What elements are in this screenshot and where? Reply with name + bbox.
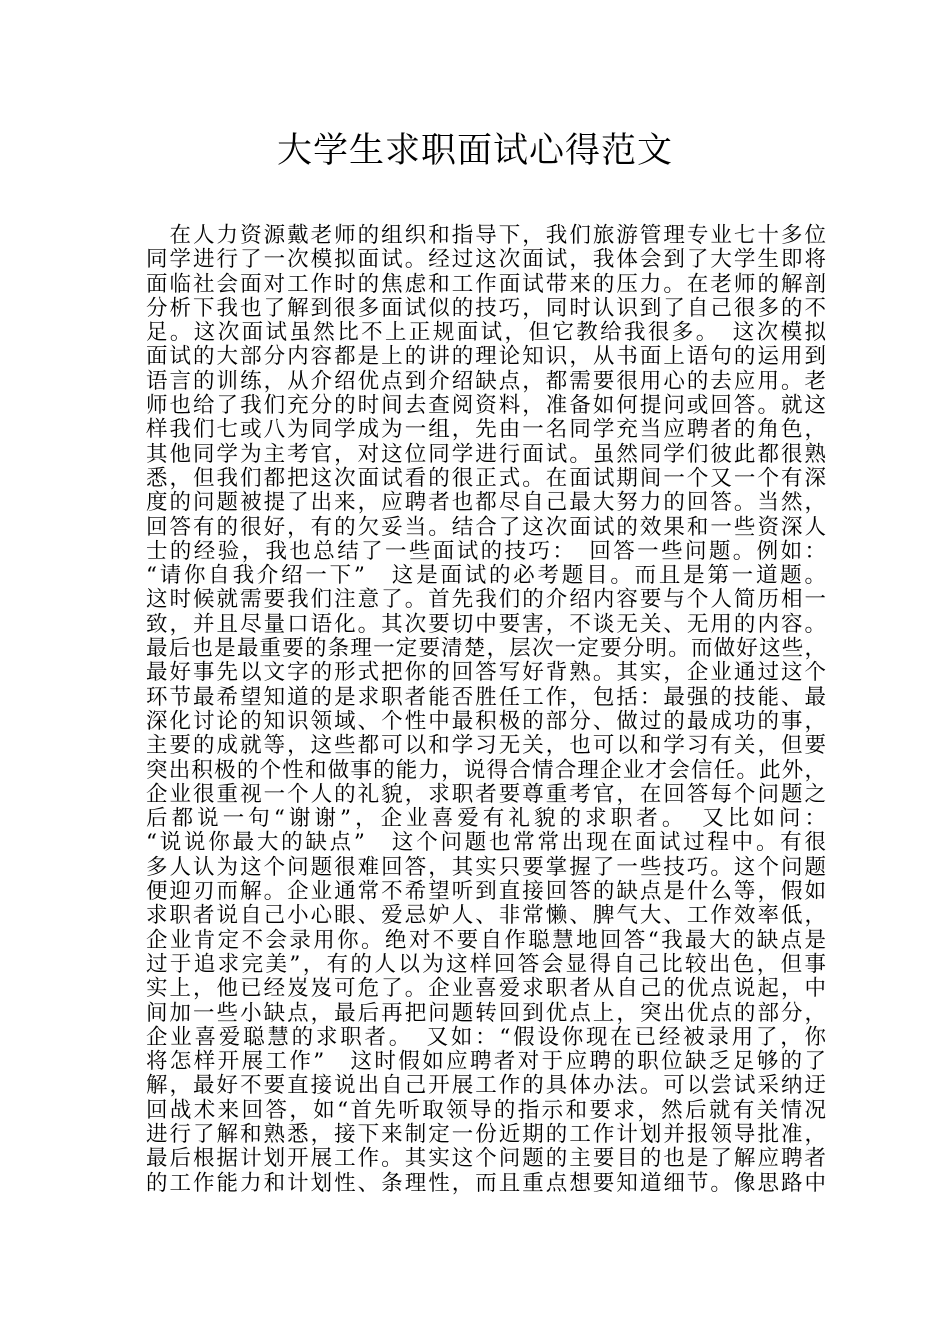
body-line: 其他同学为主考官，对这位同学进行面试。虽然同学们彼此都很熟 (146, 441, 826, 467)
body-line: 同学进行了一次模拟面试。经过这次面试，我体会到了大学生即将 (146, 247, 826, 273)
body-line: 突出积极的个性和做事的能力，说得合情合理企业才会信任。此外， (146, 757, 826, 783)
body-line: 进行了解和熟悉，接下来制定一份近期的工作计划并报领导批准， (146, 1121, 826, 1147)
body-line: 间加一些小缺点，最后再把问题转回到优点上，突出优点的部分， (146, 1000, 826, 1026)
body-line: 样我们七或八为同学成为一组，先由一名同学充当应聘者的角色， (146, 417, 826, 443)
body-line: 企业很重视一个人的礼貌，求职者要尊重考官，在回答每个问题之 (146, 781, 826, 807)
body-line: 企业喜爱聪慧的求职者。 又如：“假设你现在已经被录用了，你 (146, 1024, 826, 1050)
body-line: 面临社会面对工作时的焦虑和工作面试带来的压力。在老师的解剖 (146, 271, 826, 297)
body-line: 这时候就需要我们注意了。首先我们的介绍内容要与个人简历相一 (146, 587, 826, 613)
body-line: “请你自我介绍一下” 这是面试的必考题目。而且是第一道题。 (146, 563, 826, 589)
body-line: 面试的大部分内容都是上的讲的理论知识，从书面上语句的运用到 (146, 344, 826, 370)
body-line: 士的经验，我也总结了一些面试的技巧： 回答一些问题。例如： (146, 538, 826, 564)
body-line: 师也给了我们充分的时间去查阅资料，准备如何提问或回答。就这 (146, 393, 826, 419)
body-line: 语言的训练，从介绍优点到介绍缺点，都需要很用心的去应用。老 (146, 368, 826, 394)
body-line: 在人力资源戴老师的组织和指导下，我们旅游管理专业七十多位 (146, 223, 826, 248)
document-title: 大学生求职面试心得范文 (276, 131, 673, 171)
body-line: 便迎刃而解。企业通常不希望听到直接回答的缺点是什么等，假如 (146, 879, 826, 905)
body-paragraph (146, 224, 826, 1196)
body-line: 回答有的很好，有的欠妥当。结合了这次面试的效果和一些资深人 (146, 514, 826, 540)
body-line: 回战术来回答，如“首先听取领导的指示和要求，然后就有关情况 (146, 1097, 826, 1123)
body-line: 的工作能力和计划性、条理性，而且重点想要知道细节。像思路中 (146, 1170, 826, 1196)
body-line: 深化讨论的知识领域、个性中最积极的部分、做过的最成功的事， (146, 708, 826, 734)
body-line: 将怎样开展工作” 这时假如应聘者对于应聘的职位缺乏足够的了 (146, 1049, 826, 1075)
body-line: 分析下我也了解到很多面试似的技巧，同时认识到了自己很多的不 (146, 295, 826, 321)
body-line: 最后也是最重要的条理一定要清楚，层次一定要分明。而做好这些， (146, 636, 826, 662)
body-line: 实上，他已经岌岌可危了。企业喜爱求职者从自己的优点说起，中 (146, 976, 826, 1002)
body-line: 环节最希望知道的是求职者能否胜任工作，包括：最强的技能、最 (146, 684, 826, 710)
body-line: 多人认为这个问题很难回答，其实只要掌握了一些技巧。这个问题 (146, 854, 826, 880)
body-line: “说说你最大的缺点” 这个问题也常常出现在面试过程中。有很 (146, 830, 826, 856)
body-line: 企业肯定不会录用你。绝对不要自作聪慧地回答“我最大的缺点是 (146, 927, 826, 953)
body-line: 解，最好不要直接说出自己开展工作的具体办法。可以尝试采纳迂 (146, 1073, 826, 1099)
body-line: 最后根据计划开展工作。其实这个问题的主要目的也是了解应聘者 (146, 1146, 826, 1172)
body-line: 足。这次面试虽然比不上正规面试，但它教给我很多。 这次模拟 (146, 320, 826, 346)
body-line: 悉，但我们都把这次面试看的很正式。在面试期间一个又一个有深 (146, 465, 826, 491)
body-line: 主要的成就等，这些都可以和学习无关，也可以和学习有关，但要 (146, 733, 826, 759)
body-line: 致，并且尽量口语化。其次要切中要害，不谈无关、无用的内容。 (146, 611, 826, 637)
body-line: 度的问题被提了出来，应聘者也都尽自己最大努力的回答。当然， (146, 490, 826, 516)
body-line: 后都说一句“谢谢”，企业喜爱有礼貌的求职者。 又比如问： (146, 806, 826, 832)
body-line: 最好事先以文字的形式把你的回答写好背熟。其实，企业通过这个 (146, 660, 826, 686)
body-line: 过于追求完美”，有的人以为这样回答会显得自己比较出色，但事 (146, 951, 826, 977)
body-line: 求职者说自己小心眼、爱忌妒人、非常懒、脾气大、工作效率低， (146, 903, 826, 929)
